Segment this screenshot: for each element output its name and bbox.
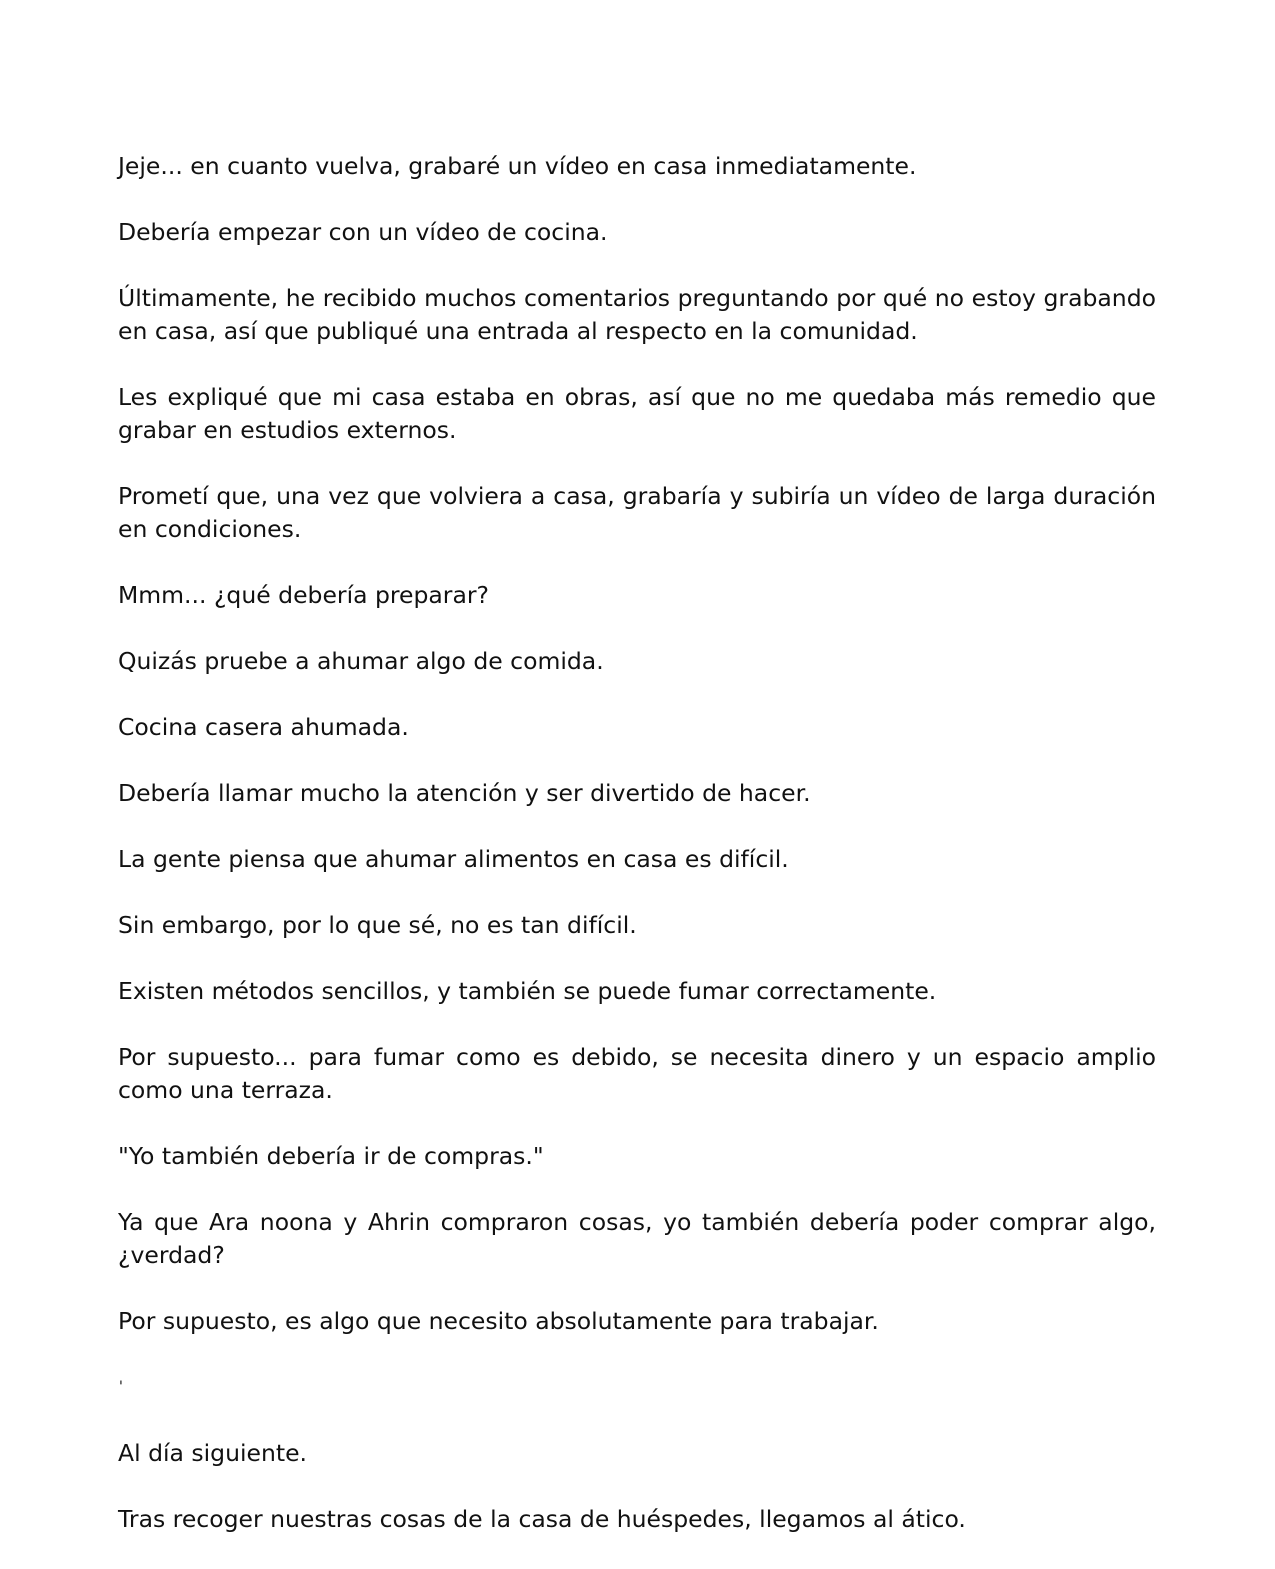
document-page [118, 150, 1156, 1569]
paragraph: Sin embargo, por lo que sé, no es tan difícil. [118, 911, 637, 939]
scene-break-mark: ' [119, 1379, 123, 1395]
paragraph: Cocina casera ahumada. [118, 713, 409, 741]
paragraph: Tras recoger nuestras cosas de la casa de huéspedes, llegamos al ático. [118, 1505, 966, 1533]
paragraph: Debería empezar con un vídeo de cocina. [118, 218, 608, 246]
paragraph: Por supuesto... para fumar como es debido, se necesita dinero y un espacio amplio como una terraza. [118, 1043, 1156, 1104]
paragraph: La gente piensa que ahumar alimentos en casa es difícil. [118, 845, 789, 873]
paragraph: Ya que Ara noona y Ahrin compraron cosas, yo también debería poder comprar algo, ¿verdad? [118, 1208, 1156, 1269]
paragraph: Por supuesto, es algo que necesito absolutamente para trabajar. [118, 1307, 879, 1335]
paragraph: Existen métodos sencillos, y también se puede fumar correctamente. [118, 977, 937, 1005]
paragraph: Debería llamar mucho la atención y ser divertido de hacer. [118, 779, 811, 807]
paragraph: Mmm... ¿qué debería preparar? [118, 581, 489, 609]
dialogue-paragraph: "Yo también debería ir de compras." [118, 1142, 544, 1170]
paragraph: Prometí que, una vez que volviera a casa, grabaría y subiría un vídeo de larga duración en condiciones. [118, 482, 1156, 543]
paragraph: Les expliqué que mi casa estaba en obras, así que no me quedaba más remedio que grabar en estudios externos. [118, 383, 1156, 444]
paragraph: Jeje... en cuanto vuelva, grabaré un vídeo en casa inmediatamente. [118, 152, 917, 180]
paragraph: Al día siguiente. [118, 1439, 307, 1467]
paragraph: Últimamente, he recibido muchos comentarios preguntando por qué no estoy grabando en casa, así que publiqué una entrada al respecto en la comunidad. [118, 284, 1156, 345]
paragraph: Quizás pruebe a ahumar algo de comida. [118, 647, 604, 675]
